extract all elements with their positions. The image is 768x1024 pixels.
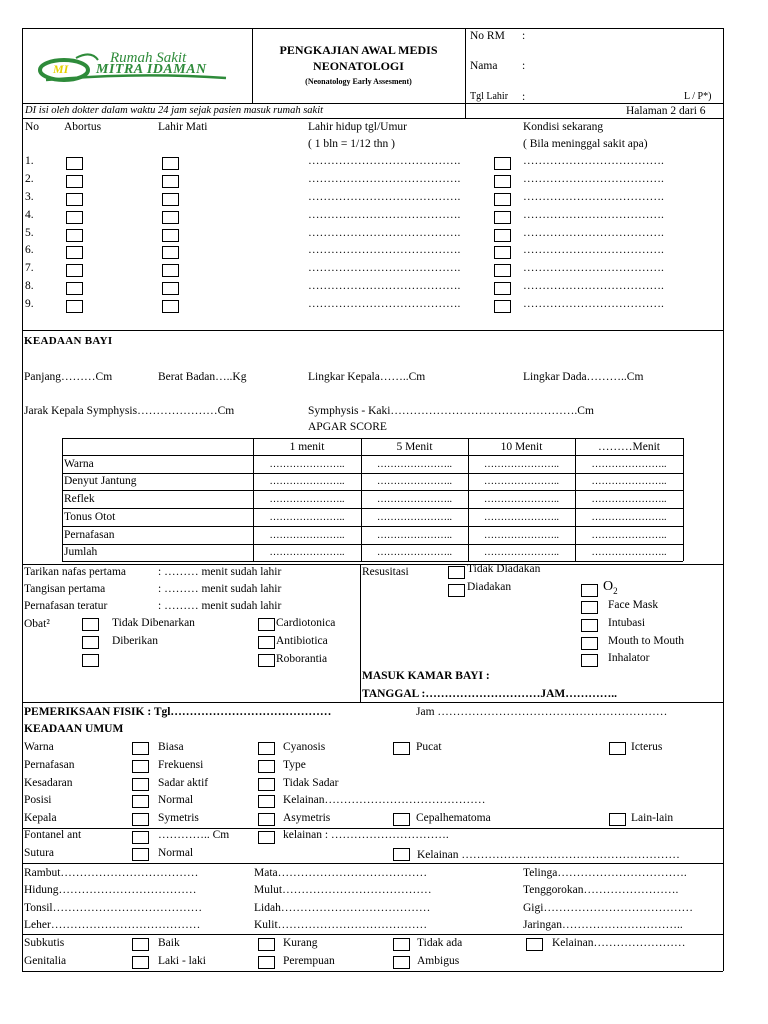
abortus-checkbox[interactable] [66, 211, 83, 224]
col-lahir-mati: Lahir Mati [158, 121, 208, 133]
fontanel-checkbox[interactable] [132, 831, 149, 844]
rambut-field: Rambut……………………………… [24, 867, 199, 879]
laki-checkbox[interactable] [132, 956, 149, 969]
intubasi-label: Intubasi [608, 617, 646, 629]
apgar-cell[interactable]: ………………….. [377, 459, 452, 470]
apgar-cell[interactable]: ………………….. [591, 476, 667, 487]
apgar-cell[interactable]: ………………….. [591, 512, 667, 523]
apgar-row-label: Warna [64, 458, 94, 470]
tarikan-value: : ……… menit sudah lahir [158, 566, 282, 578]
apgar-header: 10 Menit [500, 441, 543, 453]
apgar-header: 1 menit [289, 441, 325, 453]
lahir-mati-checkbox[interactable] [162, 300, 179, 313]
col-kondisi: Kondisi sekarang [523, 121, 604, 133]
nama-label: Nama [470, 60, 498, 72]
kondisi-checkbox[interactable] [494, 282, 511, 295]
type-label: Type [283, 759, 306, 771]
apgar-cell[interactable]: ………………….. [591, 547, 667, 558]
tidak-ada-label: Tidak ada [417, 937, 463, 949]
inhalator-label: Inhalator [608, 652, 650, 664]
sadar-aktif-label: Sadar aktif [158, 777, 209, 789]
lahir-hidup-dots: …………………………………. [308, 280, 461, 292]
perempuan-checkbox[interactable] [258, 956, 275, 969]
apgar-header: 5 Menit [396, 441, 433, 453]
apgar-cell[interactable]: ………………….. [377, 512, 452, 523]
col-kondisi-sub: ( Bila meninggal sakit apa) [523, 138, 648, 150]
o2-checkbox[interactable] [581, 584, 598, 597]
sex-field: L / P*) [684, 91, 712, 102]
lahir-hidup-dots: …………………………………. [308, 191, 461, 203]
cardiotonica-label: Cardiotonica [276, 617, 336, 629]
apgar-cell[interactable]: ………………….. [484, 547, 559, 558]
diadakan-label: Diadakan [467, 581, 512, 593]
form-title-1: PENGKAJIAN AWAL MEDIS [279, 43, 438, 57]
apgar-cell[interactable]: ………………….. [377, 530, 452, 541]
history-row-number: 8. [25, 280, 34, 292]
subkutis-label: Subkutis [24, 937, 65, 949]
apgar-cell[interactable]: ………………….. [484, 512, 559, 523]
posisi-label: Posisi [24, 794, 52, 806]
kondisi-checkbox[interactable] [494, 193, 511, 206]
fontanel-label: Fontanel ant [24, 829, 82, 841]
apgar-row-label: Pernafasan [64, 529, 115, 541]
laki-label: Laki - laki [158, 955, 206, 967]
kondisi-checkbox[interactable] [494, 246, 511, 259]
abortus-checkbox[interactable] [66, 157, 83, 170]
teratur-value: : ……… menit sudah lahir [158, 600, 282, 612]
kulit-field: Kulit………………………………… [254, 919, 428, 931]
history-row-number: 2. [25, 173, 34, 185]
kondisi-dots: ………………………………. [523, 244, 664, 256]
history-row-number: 7. [25, 262, 34, 274]
pucat-label: Pucat [416, 741, 442, 753]
ambigus-label: Ambigus [417, 955, 460, 967]
face-mask-checkbox[interactable] [581, 601, 598, 614]
kondisi-dots: ………………………………. [523, 227, 664, 239]
normal-checkbox[interactable] [132, 795, 149, 808]
lahir-hidup-dots: …………………………………. [308, 227, 461, 239]
panjang-field: Panjang………Cm [24, 371, 113, 383]
frame-right [723, 28, 724, 971]
genitalia-label: Genitalia [24, 955, 67, 967]
apgar-title: APGAR SCORE [308, 421, 387, 433]
hospital-line1: Rumah Sakit [110, 50, 187, 66]
kondisi-checkbox[interactable] [494, 211, 511, 224]
type-checkbox[interactable] [258, 760, 275, 773]
warna-label: Warna [24, 741, 54, 753]
apgar-cell[interactable]: ………………….. [269, 494, 345, 505]
apgar-cell[interactable]: ………………….. [484, 494, 559, 505]
tidak-sadar-checkbox[interactable] [258, 778, 275, 791]
tidak-dibenarkan-label: Tidak Dibenarkan [112, 617, 195, 629]
lahir-hidup-dots: …………………………………. [308, 244, 461, 256]
apgar-row-label: Denyut Jantung [64, 475, 137, 487]
apgar-row-label: Tonus Otot [64, 511, 116, 523]
antibiotica-label: Antibiotica [276, 635, 328, 647]
tgl-lahir-label: Tgl Lahir [470, 91, 509, 102]
fontanel-cm: ………….. Cm [158, 829, 230, 841]
apgar-header: ………Menit [598, 441, 660, 453]
apgar-cell[interactable]: ………………….. [484, 476, 559, 487]
lahir-mati-checkbox[interactable] [162, 264, 179, 277]
apgar-cell[interactable]: ………………….. [591, 530, 667, 541]
kelainan-posisi-checkbox[interactable] [258, 795, 275, 808]
pemeriksaan-heading: PEMERIKSAAN FISIK : Tgl…………………………………… [24, 706, 332, 718]
resusitasi-label: Resusitasi [362, 566, 409, 578]
lahir-mati-checkbox[interactable] [162, 246, 179, 259]
frame-bottom [22, 971, 723, 972]
apgar-cell[interactable]: ………………….. [484, 459, 559, 470]
antibiotica-checkbox[interactable] [258, 636, 275, 649]
fontanel-kelainan-label: kelainan : …………………………. [283, 829, 449, 841]
leher-field: Leher………………………………… [24, 919, 201, 931]
sutura-normal-label: Normal [158, 847, 194, 859]
abortus-checkbox[interactable] [66, 282, 83, 295]
keadaan-bayi-heading: KEADAAN BAYI [24, 335, 113, 347]
sutura-normal-checkbox[interactable] [132, 848, 149, 861]
kondisi-checkbox[interactable] [494, 300, 511, 313]
abortus-checkbox[interactable] [66, 229, 83, 242]
tanggal-jam: TANGGAL :…………………………JAM………….. [362, 688, 618, 700]
frekuensi-checkbox[interactable] [132, 760, 149, 773]
hospital-line2: MITRA IDAMAN [96, 62, 207, 77]
roborantia-label: Roborantia [276, 653, 328, 665]
lidah-field: Lidah………………………………… [254, 902, 431, 914]
sadar-aktif-checkbox[interactable] [132, 778, 149, 791]
tarikan-label: Tarikan nafas pertama [24, 566, 127, 578]
pernafasan-label: Pernafasan [24, 759, 75, 771]
history-row-number: 1. [25, 155, 34, 167]
jarak-field: Jarak Kepala Symphysis…………………Cm [24, 405, 235, 417]
diberikan-checkbox[interactable] [82, 636, 99, 649]
logo-mark: MI [53, 62, 69, 76]
apgar-cell[interactable]: ………………….. [269, 547, 345, 558]
lahir-mati-checkbox[interactable] [162, 157, 179, 170]
history-row-number: 9. [25, 298, 34, 310]
cyanosis-checkbox[interactable] [258, 742, 275, 755]
abortus-checkbox[interactable] [66, 300, 83, 313]
mulut-field: Mulut………………………………… [254, 884, 432, 896]
kurang-checkbox[interactable] [258, 938, 275, 951]
o2-label: $O_2$ [603, 579, 618, 596]
icterus-label: Icterus [631, 741, 663, 753]
lahir-mati-checkbox[interactable] [162, 282, 179, 295]
apgar-cell[interactable]: ………………….. [591, 494, 667, 505]
tonsil-field: Tonsil………………………………… [24, 902, 203, 914]
kondisi-checkbox[interactable] [494, 264, 511, 277]
symetris-label: Symetris [158, 812, 199, 824]
symphysis-field: Symphysis - Kaki………………………………………….Cm [308, 405, 594, 417]
tenggorokan-field: Tenggorokan……………………. [523, 884, 679, 896]
apgar-row-label: Reflek [64, 493, 95, 505]
history-row-number: 4. [25, 209, 34, 221]
abortus-checkbox[interactable] [66, 264, 83, 277]
form-subtitle: (Neonatology Early Assesment) [305, 77, 412, 86]
abortus-checkbox[interactable] [66, 193, 83, 206]
pucat-checkbox[interactable] [393, 742, 410, 755]
apgar-cell[interactable]: ………………….. [269, 530, 345, 541]
history-row-number: 3. [25, 191, 34, 203]
symetris-checkbox[interactable] [132, 813, 149, 826]
tidak-diadakan-checkbox[interactable] [448, 566, 465, 579]
lahir-hidup-dots: …………………………………. [308, 155, 461, 167]
kondisi-checkbox[interactable] [494, 157, 511, 170]
masuk-kamar-bayi: MASUK KAMAR BAYI : [362, 670, 490, 682]
apgar-cell[interactable]: ………………….. [269, 476, 345, 487]
page-indicator: Halaman 2 dari 6 [626, 105, 706, 117]
jaringan-field: Jaringan………………………….. [523, 919, 683, 931]
sutura-label: Sutura [24, 847, 55, 859]
apgar-cell[interactable]: ………………….. [591, 459, 667, 470]
history-row-number: 5. [25, 227, 34, 239]
perempuan-label: Perempuan [283, 955, 335, 967]
kelainan-posisi-label: Kelainan…………………………………… [283, 794, 486, 806]
jam-field: Jam …………………………………………………… [416, 706, 668, 718]
tidak-ada-checkbox[interactable] [393, 938, 410, 951]
asymetris-checkbox[interactable] [258, 813, 275, 826]
col-abortus: Abortus [64, 121, 102, 133]
lahir-hidup-dots: …………………………………. [308, 209, 461, 221]
kelainan-subkutis-checkbox[interactable] [526, 938, 543, 951]
obat-extra-checkbox[interactable] [82, 654, 99, 667]
frame-top [22, 28, 723, 29]
lahir-mati-checkbox[interactable] [162, 175, 179, 188]
tangisan-value: : ……… menit sudah lahir [158, 583, 282, 595]
face-mask-label: Face Mask [608, 599, 659, 611]
roborantia-checkbox[interactable] [258, 654, 275, 667]
kondisi-dots: ………………………………. [523, 262, 664, 274]
lahir-mati-checkbox[interactable] [162, 211, 179, 224]
mouth-checkbox[interactable] [581, 637, 598, 650]
keadaan-umum-heading: KEADAAN UMUM [24, 723, 124, 735]
cepalhematoma-checkbox[interactable] [393, 813, 410, 826]
kepala-label: Kepala [24, 812, 57, 824]
sutura-kelainan-label: Kelainan ………………………………………………… [417, 849, 680, 861]
baik-label: Baik [158, 937, 180, 949]
tangisan-label: Tangisan pertama [24, 583, 106, 595]
lain-lain-checkbox[interactable] [609, 813, 626, 826]
col-lahir-hidup: Lahir hidup tgl/Umur [308, 121, 408, 133]
kondisi-dots: ………………………………. [523, 209, 664, 221]
apgar-cell[interactable]: ………………….. [377, 476, 452, 487]
fontanel-kelainan-checkbox[interactable] [258, 831, 275, 844]
lahir-hidup-dots: …………………………………. [308, 262, 461, 274]
apgar-cell[interactable]: ………………….. [377, 494, 452, 505]
apgar-cell[interactable]: ………………….. [484, 530, 559, 541]
apgar-cell[interactable]: ………………….. [269, 512, 345, 523]
intubasi-checkbox[interactable] [581, 619, 598, 632]
mouth-label: Mouth to Mouth [608, 635, 685, 647]
ambigus-checkbox[interactable] [393, 956, 410, 969]
cepalhematoma-label: Cepalhematoma [416, 812, 491, 824]
lahir-hidup-dots: …………………………………. [308, 173, 461, 185]
kondisi-checkbox[interactable] [494, 175, 511, 188]
kondisi-dots: ………………………………. [523, 298, 664, 310]
kondisi-dots: ………………………………. [523, 191, 664, 203]
biasa-checkbox[interactable] [132, 742, 149, 755]
sutura-kelainan-checkbox[interactable] [393, 848, 410, 861]
apgar-cell[interactable]: ………………….. [377, 547, 452, 558]
gigi-field: Gigi………………………………… [523, 902, 693, 914]
cardiotonica-checkbox[interactable] [258, 618, 275, 631]
inhalator-checkbox[interactable] [581, 654, 598, 667]
hospital-logo [36, 48, 236, 88]
lahir-hidup-dots: …………………………………. [308, 298, 461, 310]
berat-field: Berat Badan…..Kg [158, 371, 247, 383]
asymetris-label: Asymetris [283, 812, 331, 824]
diberikan-label: Diberikan [112, 635, 158, 647]
kondisi-dots: ………………………………. [523, 173, 664, 185]
norm-label: No RM [470, 30, 505, 42]
history-row-number: 6. [25, 244, 34, 256]
kondisi-dots: ………………………………. [523, 155, 664, 167]
tidak-diadakan-label: Tidak Diadakan [467, 563, 541, 575]
lingkar-kepala-field: Lingkar Kepala……..Cm [308, 371, 426, 383]
kelainan-subkutis-label: Kelainan…………………… [552, 937, 686, 949]
kondisi-dots: ………………………………. [523, 280, 664, 292]
lahir-mati-checkbox[interactable] [162, 229, 179, 242]
kurang-label: Kurang [283, 937, 318, 949]
telinga-field: Telinga……………………………. [523, 867, 687, 879]
apgar-cell[interactable]: ………………….. [269, 459, 345, 470]
cyanosis-label: Cyanosis [283, 741, 326, 753]
normal-label: Normal [158, 794, 194, 806]
baik-checkbox[interactable] [132, 938, 149, 951]
col-lahir-hidup-sub: ( 1 bln = 1/12 thn ) [308, 138, 395, 150]
abortus-checkbox[interactable] [66, 246, 83, 259]
abortus-checkbox[interactable] [66, 175, 83, 188]
lingkar-dada-field: Lingkar Dada………..Cm [523, 371, 644, 383]
biasa-label: Biasa [158, 741, 184, 753]
teratur-label: Pernafasan teratur [24, 600, 108, 612]
diadakan-checkbox[interactable] [448, 584, 465, 597]
col-no: No [25, 121, 40, 133]
lahir-mati-checkbox[interactable] [162, 193, 179, 206]
frekuensi-label: Frekuensi [158, 759, 204, 771]
obat-label: Obat² [24, 618, 50, 630]
frame-left [22, 28, 23, 971]
tidak-dibenarkan-checkbox[interactable] [82, 618, 99, 631]
kondisi-checkbox[interactable] [494, 229, 511, 242]
fill-note: DI isi oleh dokter dalam waktu 24 jam sejak pasien masuk rumah sakit [25, 105, 324, 116]
mata-field: Mata………………………………… [254, 867, 428, 879]
form-title-2: NEONATOLOGI [313, 59, 404, 73]
apgar-row-label: Jumlah [64, 546, 98, 558]
lain-lain-label: Lain-lain [631, 812, 674, 824]
tidak-sadar-label: Tidak Sadar [283, 777, 339, 789]
icterus-checkbox[interactable] [609, 742, 626, 755]
kesadaran-label: Kesadaran [24, 777, 73, 789]
hidung-field: Hidung……………………………… [24, 884, 197, 896]
